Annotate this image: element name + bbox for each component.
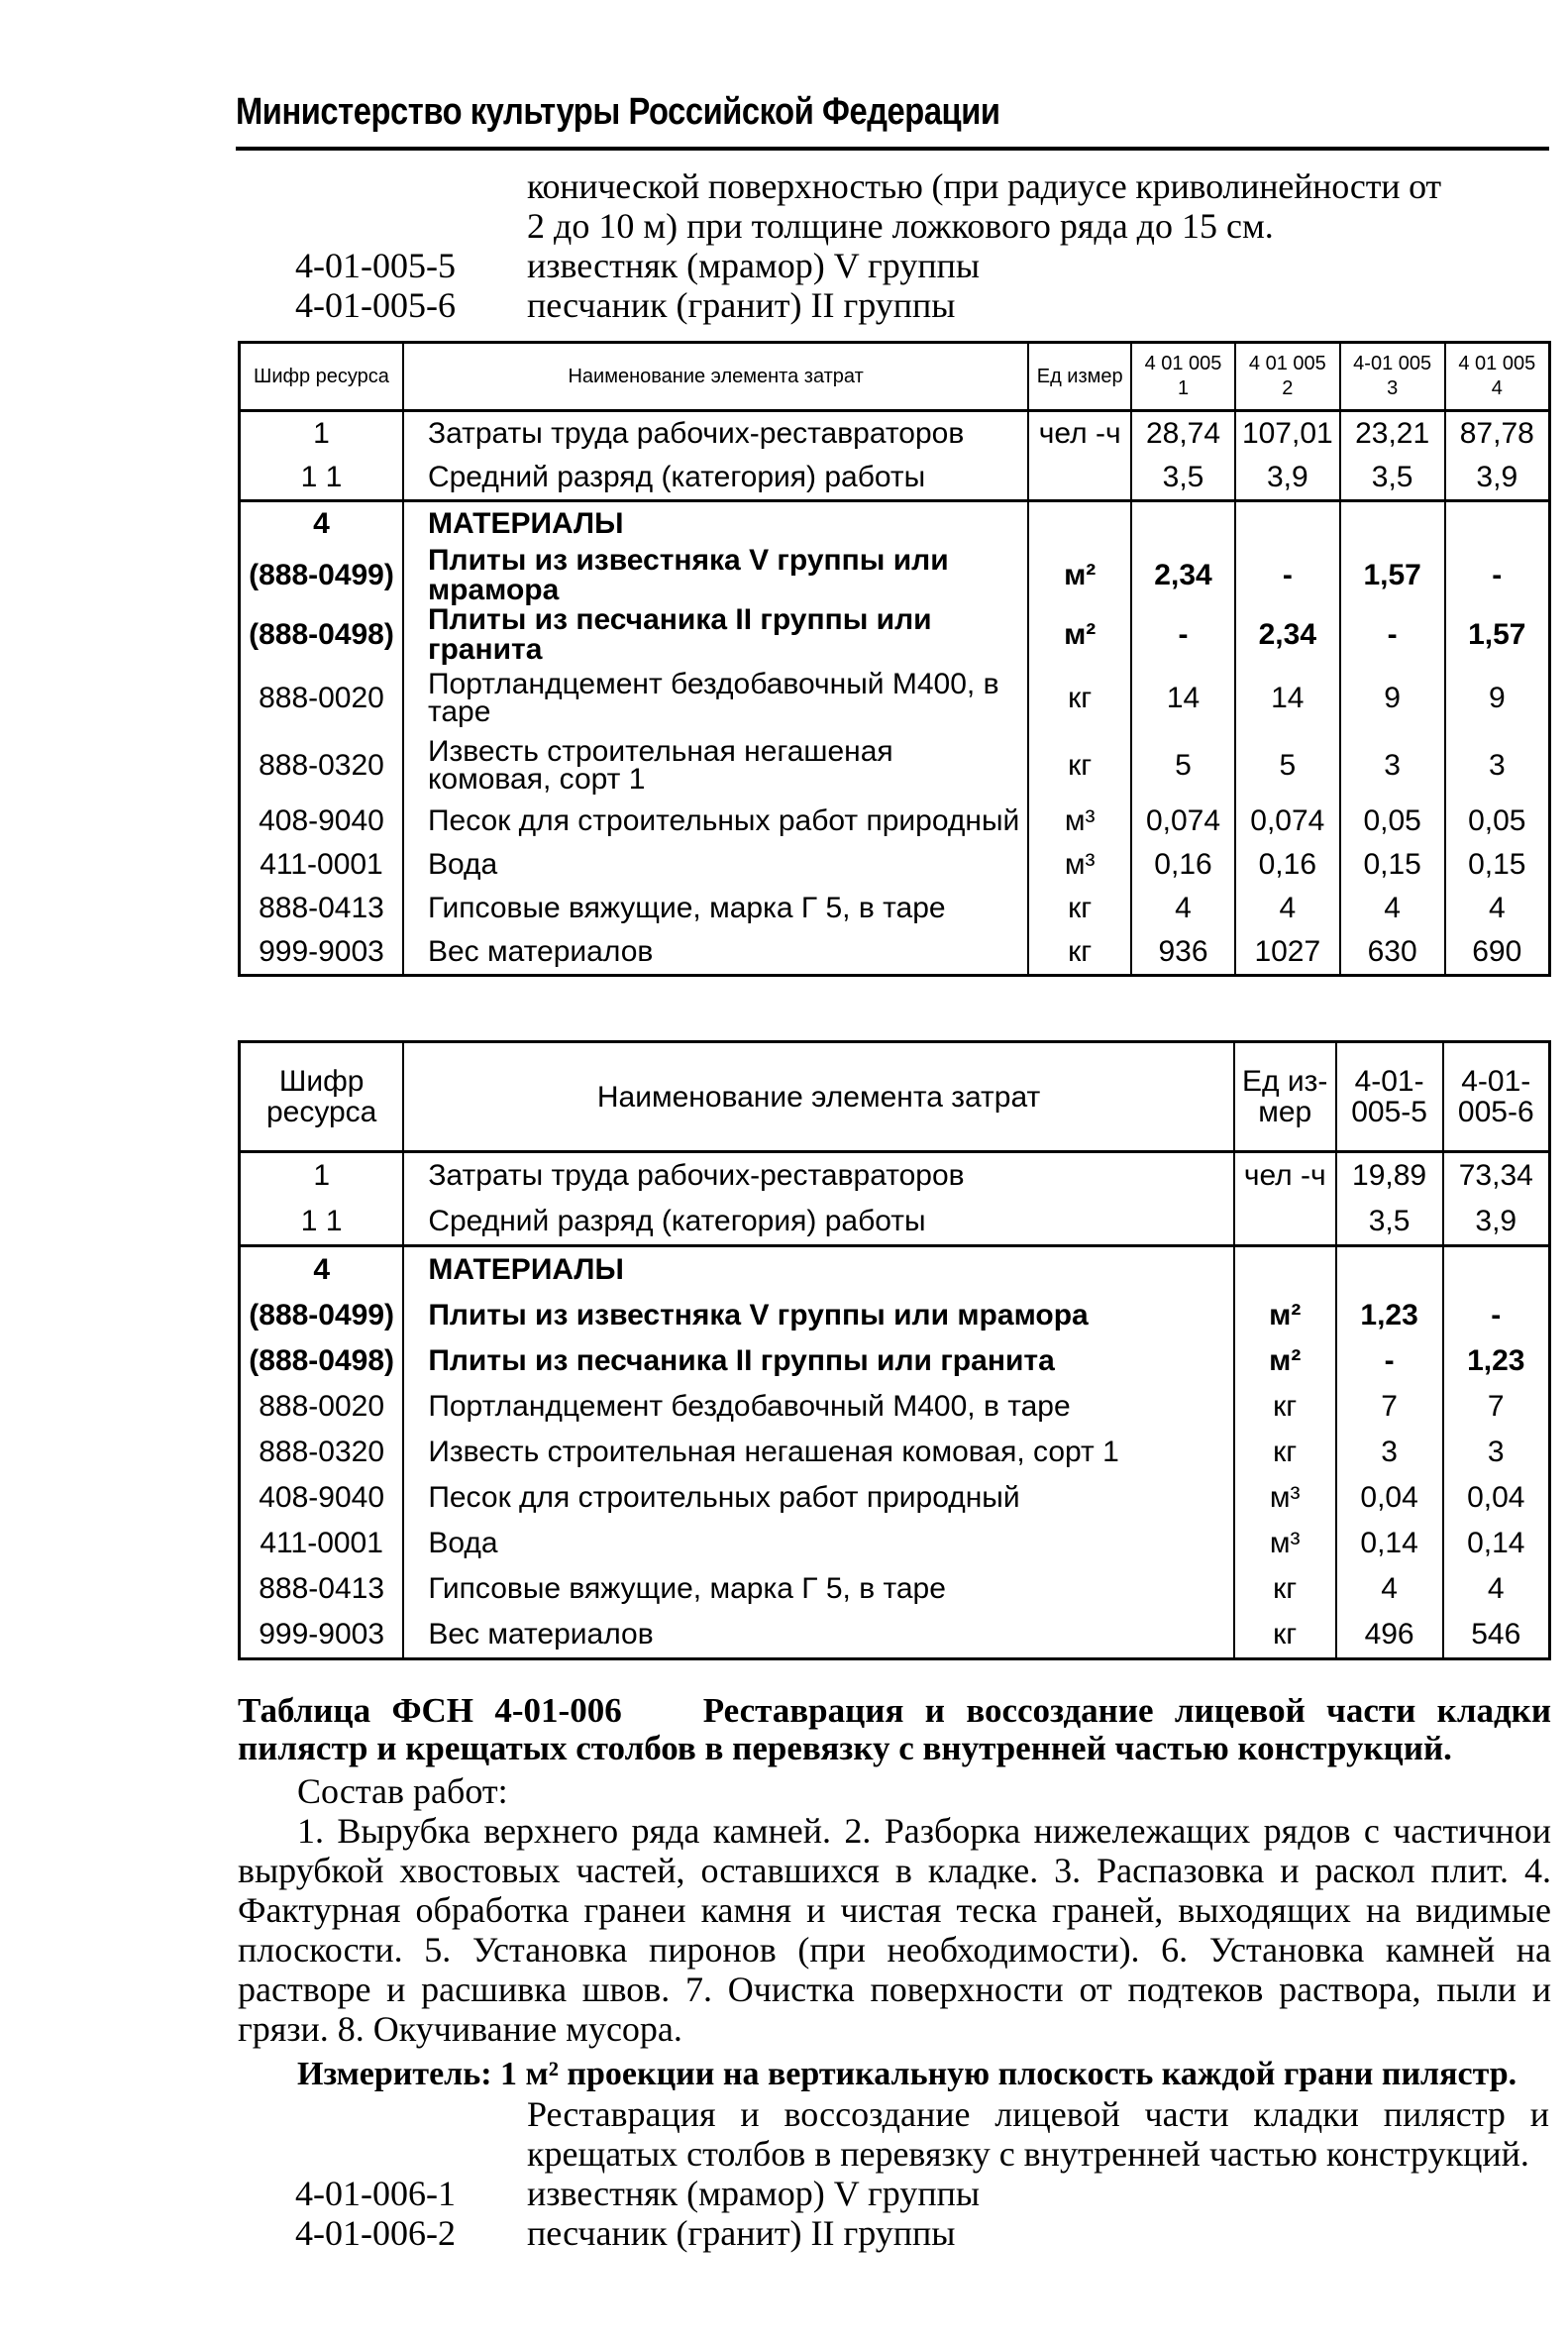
cell: 19,89 [1336, 1152, 1443, 1200]
cell: 3,9 [1443, 1199, 1550, 1246]
cell: 5 [1131, 732, 1235, 799]
cell: Плиты из песчаника II группы или гранита [403, 605, 1028, 665]
cell: кг [1234, 1612, 1336, 1659]
cell: (888-0498) [240, 605, 403, 665]
cell: 9 [1340, 665, 1445, 732]
cell: 690 [1445, 930, 1550, 976]
table-row [240, 843, 1550, 887]
table-label: Таблица ФСН 4-01-006 [238, 1691, 622, 1730]
cell: 0,15 [1445, 843, 1550, 887]
table-row [240, 1475, 1550, 1521]
cell: 3,9 [1445, 456, 1550, 501]
header-cell: Шифр ресурса [240, 1042, 404, 1152]
table-row [240, 799, 1550, 843]
table-row [240, 1612, 1550, 1659]
cell: м² [1234, 1338, 1336, 1384]
cell: 0,05 [1340, 799, 1445, 843]
resource-table-1 [238, 341, 1551, 977]
table-row [240, 1338, 1550, 1384]
cell: 0,16 [1131, 843, 1235, 887]
header-cell: 4-01 005 3 [1340, 343, 1445, 411]
cell: 0,15 [1340, 843, 1445, 887]
cell: 3 [1445, 732, 1550, 799]
cell: 3,5 [1340, 456, 1445, 501]
table-row [240, 546, 1550, 605]
measure-line: Измеритель: 1 м² проекции на вертикальную плоскость каждой грани пилястр. [297, 2056, 1517, 2092]
header-cell: 4-01- 005-5 [1336, 1042, 1443, 1152]
cell: Средний разряд (категория) работы [403, 456, 1028, 501]
cell: 3 [1443, 1430, 1550, 1475]
table-row [240, 1566, 1550, 1612]
cell: 4 [240, 501, 403, 547]
cell: (888-0498) [240, 1338, 404, 1384]
cell: 496 [1336, 1612, 1443, 1659]
cell: - [1340, 605, 1445, 665]
cell: 888-0320 [240, 1430, 404, 1475]
table-row [240, 1152, 1550, 1200]
table-row [240, 1246, 1550, 1294]
cell: м² [1028, 546, 1131, 605]
cell: Затраты труда рабочих-реставраторов [403, 411, 1028, 457]
cell: 14 [1131, 665, 1235, 732]
cell: Затраты труда рабочих-реставраторов [403, 1152, 1233, 1200]
cell: Плиты из песчаника II группы или гранита [403, 1338, 1233, 1384]
cell: м² [1028, 605, 1131, 665]
cell: 0,04 [1443, 1475, 1550, 1521]
cell: Песок для строительных работ природный [403, 1475, 1233, 1521]
header-cell: Наименование элемента затрат [403, 343, 1028, 411]
cell: кг [1028, 732, 1131, 799]
cell: 0,14 [1336, 1521, 1443, 1566]
cell: 1 1 [240, 1199, 404, 1246]
cell: 0,04 [1336, 1475, 1443, 1521]
cell: 1,23 [1443, 1338, 1550, 1384]
cell: 0,05 [1445, 799, 1550, 843]
cell: Гипсовые вяжущие, марка Г 5, в таре [403, 887, 1028, 930]
cell: 73,34 [1443, 1152, 1550, 1200]
cell: - [1445, 546, 1550, 605]
table-row [240, 665, 1550, 732]
cell: Портландцемент бездобавочный М400, в таре [403, 665, 1028, 732]
cell: 87,78 [1445, 411, 1550, 457]
item-code: 4-01-006-1 [295, 2174, 456, 2213]
cell: Вес материалов [403, 930, 1028, 976]
cell: 14 [1235, 665, 1340, 732]
table-row [240, 411, 1550, 457]
composition-label: Состав работ: [297, 1771, 508, 1811]
cell: Вода [403, 843, 1028, 887]
cell: - [1131, 605, 1235, 665]
cell: 888-0020 [240, 665, 403, 732]
cell: 1027 [1235, 930, 1340, 976]
cell: Вода [403, 1521, 1233, 1566]
cell [1028, 501, 1131, 547]
cell: Песок для строительных работ природный [403, 799, 1028, 843]
cell: 9 [1445, 665, 1550, 732]
section-title-text: Реставрация и воссоздание лицевой части кладки пилястр и крещатых столбов в перевязку с внутренней частью конструкций. [238, 1691, 1551, 1767]
header-cell: Наименование элемента затрат [403, 1042, 1233, 1152]
cell: 4 [240, 1246, 404, 1294]
header-cell: Ед из- мер [1234, 1042, 1336, 1152]
cell: 3 [1340, 732, 1445, 799]
intro-item-code: 4-01-005-5 [295, 246, 456, 285]
cell: 4 [1336, 1566, 1443, 1612]
cell: 0,14 [1443, 1521, 1550, 1566]
cell: 1 [240, 411, 403, 457]
cell: 408-9040 [240, 799, 403, 843]
cell: (888-0499) [240, 546, 403, 605]
cell: м² [1234, 1293, 1336, 1338]
table-row [240, 1384, 1550, 1430]
cell: Плиты из известняка V группы или мрамора [403, 546, 1028, 605]
cell [1131, 501, 1235, 547]
cell: 3,9 [1235, 456, 1340, 501]
table-row [240, 501, 1550, 547]
cell: 999-9003 [240, 1612, 404, 1659]
table-row [240, 605, 1550, 665]
resource-table-2 [238, 1040, 1551, 1660]
cell: 1 [240, 1152, 404, 1200]
cell: м³ [1234, 1521, 1336, 1566]
cell: 0,16 [1235, 843, 1340, 887]
intro-item-text: известняк (мрамор) V группы [527, 246, 981, 285]
cell: чел -ч [1234, 1152, 1336, 1200]
cell: 2,34 [1235, 605, 1340, 665]
table-row [240, 1430, 1550, 1475]
cell: 3,5 [1131, 456, 1235, 501]
cell: 2,34 [1131, 546, 1235, 605]
page-header: Министерство культуры Российской Федерации [236, 91, 1000, 133]
header-cell: 4 01 005 2 [1235, 343, 1340, 411]
cell: 1,23 [1336, 1293, 1443, 1338]
cell: 28,74 [1131, 411, 1235, 457]
table-row [240, 930, 1550, 976]
cell: 411-0001 [240, 1521, 404, 1566]
cell [1234, 1246, 1336, 1294]
cell: 4 [1235, 887, 1340, 930]
header-cell: 4 01 005 4 [1445, 343, 1550, 411]
intro-item-text: песчаник (гранит) II группы [527, 285, 956, 325]
cell: МАТЕРИАЛЫ [403, 501, 1028, 547]
cell: 23,21 [1340, 411, 1445, 457]
cell: 3 [1336, 1430, 1443, 1475]
cell: кг [1234, 1384, 1336, 1430]
cell: м³ [1028, 843, 1131, 887]
cell: 408-9040 [240, 1475, 404, 1521]
sub-title: Реставрация и воссоздание лицевой части кладки пилястр и крещатых столбов в перевязку с внутренней частью конструкций. [527, 2094, 1549, 2174]
cell: - [1336, 1338, 1443, 1384]
cell: 4 [1445, 887, 1550, 930]
cell: 0,074 [1235, 799, 1340, 843]
table-header-row [240, 1042, 1550, 1152]
cell: 1,57 [1340, 546, 1445, 605]
cell: Гипсовые вяжущие, марка Г 5, в таре [403, 1566, 1233, 1612]
cell: кг [1028, 930, 1131, 976]
cell: 4 [1443, 1566, 1550, 1612]
cell: 888-0020 [240, 1384, 404, 1430]
cell: 0,074 [1131, 799, 1235, 843]
table-row [240, 732, 1550, 799]
table-row [240, 887, 1550, 930]
table-row [240, 1521, 1550, 1566]
cell: - [1443, 1293, 1550, 1338]
cell: 3,5 [1336, 1199, 1443, 1246]
cell: Плиты из известняка V группы или мрамора [403, 1293, 1233, 1338]
cell: кг [1234, 1566, 1336, 1612]
item-code: 4-01-006-2 [295, 2213, 456, 2253]
cell: (888-0499) [240, 1293, 404, 1338]
header-rule [236, 147, 1549, 151]
cell [1234, 1199, 1336, 1246]
cell: 546 [1443, 1612, 1550, 1659]
composition-text: 1. Вырубка верхнего ряда камней. 2. Разборка нижележащих рядов с частичнои вырубкой хвостовых частей, оставшихся в кладке. 3. Распазовка и раскол плит. 4. Фактурная обработка гранеи камня и чистая теска граней, выходящих на видимые плоскости. 5. Установка пиронов (при необходимости). 6. Установка камней на растворе и расшивка швов. 7. Очистка поверхности от подтеков раствора, пыли и грязи. 8. Окучивание мусора. [238, 1811, 1551, 2049]
cell: 1,57 [1445, 605, 1550, 665]
cell: 888-0413 [240, 887, 403, 930]
item-text: песчаник (гранит) II группы [527, 2213, 956, 2253]
cell: Известь строительная негашеная комовая, сорт 1 [403, 1430, 1233, 1475]
cell: 888-0320 [240, 732, 403, 799]
cell: Вес материалов [403, 1612, 1233, 1659]
cell: 4 [1131, 887, 1235, 930]
cell [1340, 501, 1445, 547]
cell: 5 [1235, 732, 1340, 799]
header-cell: 4 01 005 1 [1131, 343, 1235, 411]
cell: 1 1 [240, 456, 403, 501]
header-cell: 4-01- 005-6 [1443, 1042, 1550, 1152]
table-header-row [240, 343, 1550, 411]
cell: 999-9003 [240, 930, 403, 976]
cell: кг [1028, 887, 1131, 930]
cell: 4 [1340, 887, 1445, 930]
intro-line-2: 2 до 10 м) при толщине ложкового ряда до 15 см. [527, 206, 1274, 246]
cell [1445, 501, 1550, 547]
cell: 7 [1443, 1384, 1550, 1430]
cell: Известь строительная негашеная комовая, сорт 1 [403, 732, 1028, 799]
cell [1443, 1246, 1550, 1294]
cell: - [1235, 546, 1340, 605]
table-row [240, 1293, 1550, 1338]
table-row [240, 456, 1550, 501]
cell: 888-0413 [240, 1566, 404, 1612]
cell [1235, 501, 1340, 547]
cell: Портландцемент бездобавочный М400, в таре [403, 1384, 1233, 1430]
intro-line-1: конической поверхностью (при радиусе криволинейности от [527, 166, 1441, 206]
cell: 411-0001 [240, 843, 403, 887]
cell: 936 [1131, 930, 1235, 976]
table-row [240, 1199, 1550, 1246]
cell [1336, 1246, 1443, 1294]
cell: Средний разряд (категория) работы [403, 1199, 1233, 1246]
cell: м³ [1234, 1475, 1336, 1521]
cell: 7 [1336, 1384, 1443, 1430]
cell: 630 [1340, 930, 1445, 976]
cell: кг [1234, 1430, 1336, 1475]
header-cell: Ед измер [1028, 343, 1131, 411]
cell: МАТЕРИАЛЫ [403, 1246, 1233, 1294]
item-text: известняк (мрамор) V группы [527, 2174, 981, 2213]
cell: м³ [1028, 799, 1131, 843]
cell: 107,01 [1235, 411, 1340, 457]
intro-item-code: 4-01-005-6 [295, 285, 456, 325]
cell: кг [1028, 665, 1131, 732]
header-cell: Шифр ресурса [240, 343, 403, 411]
section-title [238, 1692, 1551, 1767]
cell: чел -ч [1028, 411, 1131, 457]
cell [1028, 456, 1131, 501]
